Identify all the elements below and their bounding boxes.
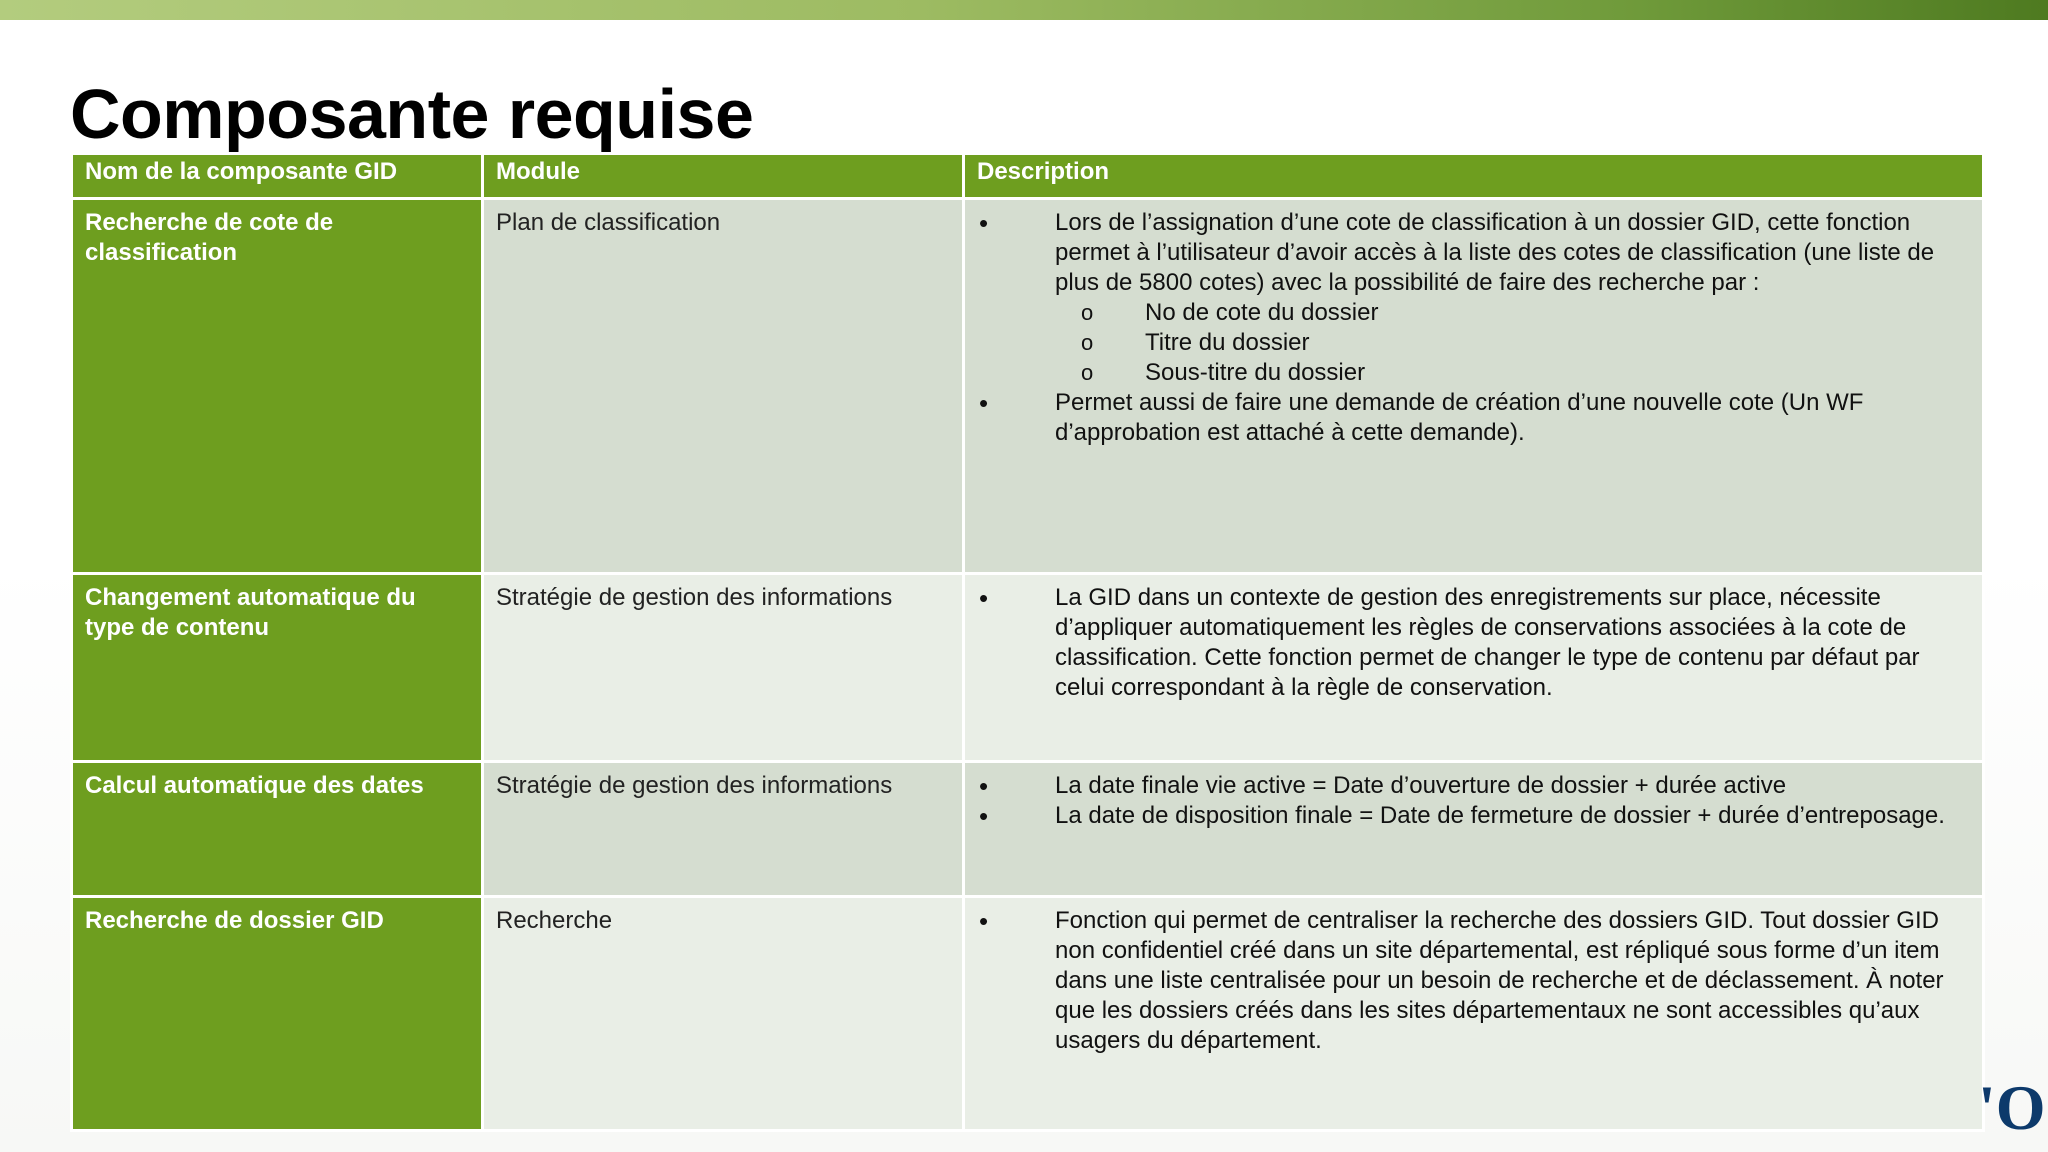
component-name: Changement automatique du type de contenu — [72, 574, 483, 762]
description-bullet — [977, 208, 1972, 388]
top-accent-bar — [0, 0, 2048, 20]
description-bullet: • Permet aussi de faire une demande de création d’une nouvelle cote (Un WF d’approbation est attaché à cette demande). — [977, 388, 1972, 448]
description-list — [977, 583, 1972, 703]
components-table — [70, 152, 1985, 1132]
table-header-row — [72, 154, 1984, 199]
page-title: Composante requise — [70, 75, 754, 153]
component-module: Plan de classification — [483, 199, 964, 574]
description-bullet: • Fonction qui permet de centraliser la recherche des dossiers GID. Tout dossier GID non confidentiel créé dans un site départemental, est répliqué sous forme d’un item dans une liste centralisée pour un besoin de recherche et de déclassement. À noter que les dossiers créés dans les sites départementaux ne sont accessibles qu’aux usagers du département. — [977, 906, 1972, 1056]
description-list — [977, 771, 1972, 831]
logo-mark: 'O — [1978, 1072, 2046, 1143]
component-name: Recherche de cote de classification — [72, 199, 483, 574]
column-header-description: Description — [964, 154, 1984, 199]
component-description — [964, 574, 1984, 762]
description-bullet: • La date de disposition finale = Date de fermeture de dossier + durée d’entreposage. — [977, 801, 1972, 831]
column-header-name: Nom de la composante GID — [72, 154, 483, 199]
bullet-text: Lors de l’assignation d’une cote de classification à un dossier GID, cette fonction permet à l’utilisateur d’avoir accès à la liste des cotes de classification (une liste de plus de 5800 cotes) avec la possibilité de faire des recherche par : — [1055, 209, 1935, 296]
description-bullet: • La GID dans un contexte de gestion des enregistrements sur place, nécessite d’appliquer automatiquement les règles de conservations associées à la cote de classification. Cette fonction permet de changer le type de contenu par défaut par celui correspondant à la règle de conservation. — [977, 583, 1972, 703]
description-list — [977, 906, 1972, 1056]
table-row — [72, 199, 1984, 574]
component-name: Recherche de dossier GID — [72, 897, 483, 1131]
description-list — [977, 208, 1972, 448]
table-row — [72, 897, 1984, 1131]
table-row — [72, 574, 1984, 762]
table-row — [72, 762, 1984, 897]
sub-bullet: o Titre du dossier — [1055, 328, 1972, 358]
component-name: Calcul automatique des dates — [72, 762, 483, 897]
column-header-module: Module — [483, 154, 964, 199]
component-description — [964, 762, 1984, 897]
component-module: Recherche — [483, 897, 964, 1131]
description-bullet: • La date finale vie active = Date d’ouverture de dossier + durée active — [977, 771, 1972, 801]
component-description — [964, 897, 1984, 1131]
component-module: Stratégie de gestion des informations — [483, 574, 964, 762]
component-module: Stratégie de gestion des informations — [483, 762, 964, 897]
sub-bullet: o No de cote du dossier — [1055, 298, 1972, 328]
sub-list — [1055, 298, 1972, 388]
component-description — [964, 199, 1984, 574]
sub-bullet: o Sous-titre du dossier — [1055, 358, 1972, 388]
